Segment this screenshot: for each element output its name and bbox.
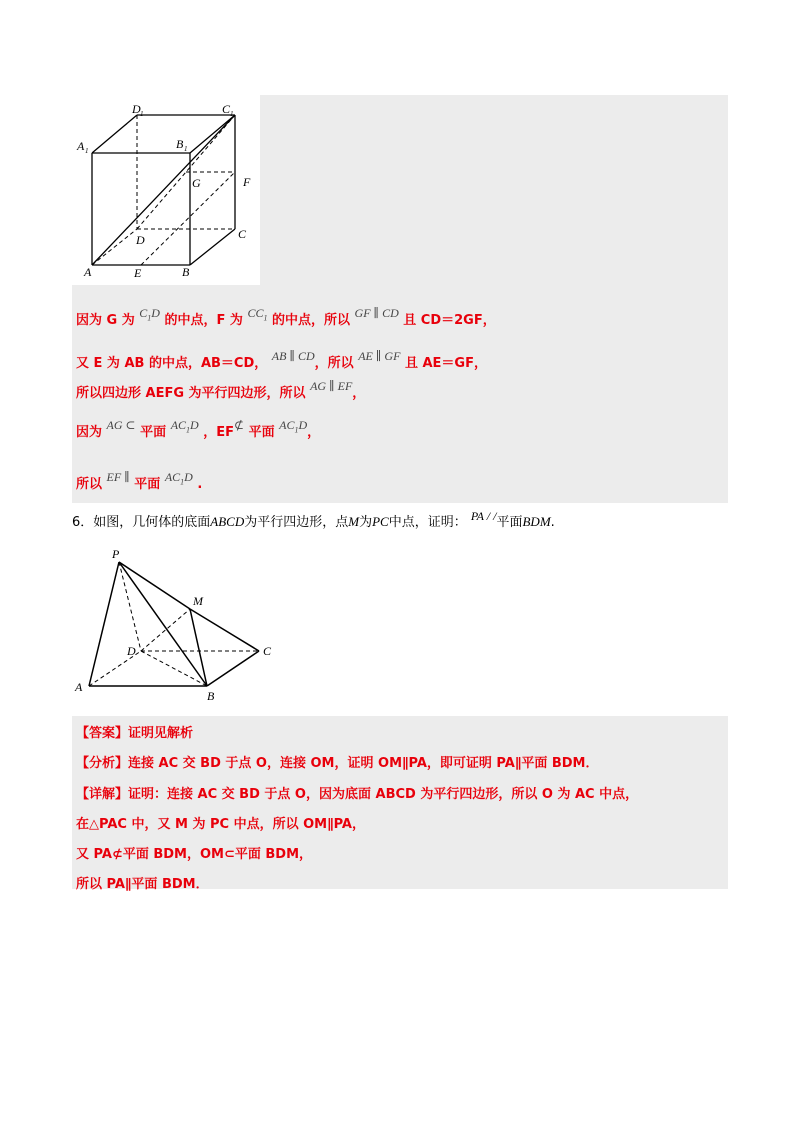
label-d1: D xyxy=(132,102,141,116)
solution-line-2: 又 E 为 AB 的中点，AB＝CD， AB ∥ CD，所以 AE ∥ GF 且 AE＝GF， xyxy=(76,349,487,371)
svg-text:1: 1 xyxy=(230,110,234,118)
label-c1: C xyxy=(222,102,231,116)
detail-line-3: 又 PA⊄平面 BDM，OM⊂平面 BDM， xyxy=(76,847,313,862)
label-f: F xyxy=(243,175,251,189)
analysis-line: 【分析】连接 AC 交 BD 于点 O，连接 OM，证明 OM∥PA，即可证明 PA∥平面 BDM． xyxy=(76,756,599,771)
solution-line-1: 因为 G 为 $C_1D$ 的中点，F 为 $CC_1$ 的中点，所以 GF ∥ CD 且 CD＝2GF， xyxy=(76,306,496,328)
label-g: G xyxy=(192,176,201,190)
svg-text:1: 1 xyxy=(85,147,89,155)
answer-line: 【答案】证明见解析 xyxy=(76,726,194,741)
label-b: B xyxy=(207,689,215,703)
solution-line-5: 所以 EF ∥ 平面 $AC_1D$ . xyxy=(76,470,203,492)
solution-line-3: 所以四边形 AEFG 为平行四边形，所以 AG ∥ EF， xyxy=(76,379,366,401)
detail-line-2: 在△PAC 中，又 M 为 PC 中点，所以 OM∥PA， xyxy=(76,817,365,832)
label-m: M xyxy=(193,594,203,608)
answer-block-6 xyxy=(72,716,728,889)
label-b1: B xyxy=(176,137,184,151)
detail-line-1: 【详解】证明：连接 AC 交 BD 于点 O，因为底面 ABCD 为平行四边形，所以 O 为 AC 中点， xyxy=(76,787,639,802)
pyramid-figure xyxy=(72,545,292,705)
label-e: E xyxy=(134,266,142,280)
svg-text:1: 1 xyxy=(184,145,188,153)
label-d: D xyxy=(136,233,145,247)
label-p: P xyxy=(112,547,120,561)
label-c: C xyxy=(263,644,272,658)
cube-figure xyxy=(72,95,260,285)
label-d: D xyxy=(127,644,136,658)
label-c: C xyxy=(238,227,247,241)
solution-line-4: 因为 AG ⊂ 平面 $AC_1D$ ，EF⊄ 平面 $AC_1D$， xyxy=(76,418,321,440)
label-a: A xyxy=(75,680,83,694)
question-6: 6．如图，几何体的底面ABCD为平行四边形，点M为PC中点，证明： PA / /平面BDM. xyxy=(72,509,555,530)
label-a: A xyxy=(84,265,92,279)
detail-line-4: 所以 PA∥平面 BDM． xyxy=(76,877,209,892)
label-a1: A xyxy=(77,139,85,153)
svg-text:1: 1 xyxy=(140,110,144,118)
label-b: B xyxy=(182,265,190,279)
